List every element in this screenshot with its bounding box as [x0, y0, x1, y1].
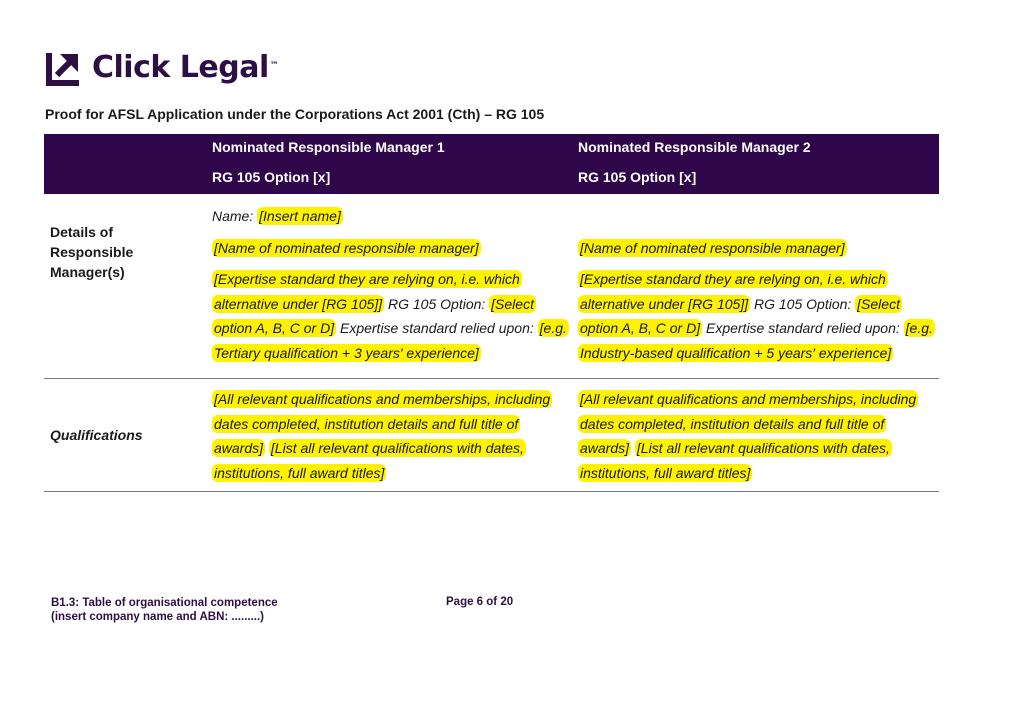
footer-company-prompt: (insert company name and ABN: .........): [51, 611, 264, 623]
expertise-prompt[interactable]: [Expertise standard they are relying on, i.e. which alternative under [RG 105]]: [580, 271, 886, 312]
arrow-up-right-box-icon: [46, 50, 82, 86]
expertise-placeholder[interactable]: [e.g. Industry-based qualification + 5 years' experience]: [580, 320, 933, 361]
manager-1-details: Name: [Insert name] [Name of nominated responsible manager] [Expertise standard they are relying on, i.e. which alternative under [RG 105]] RG 105 Option: [Select option A, B, C or D] Expertise standard relied upon: [e.g. Tertiary qualification + 3 years' experience]: [204, 194, 570, 379]
option-placeholder[interactable]: [Select option A, B, C or D]: [214, 295, 534, 336]
qualifications-placeholder[interactable]: [All relevant qualifications and memberships, including dates completed, institution details and full title of awards]: [580, 391, 917, 456]
expertise-prompt[interactable]: [Expertise standard they are relying on, i.e. which alternative under [RG 105]]: [214, 271, 520, 312]
header-empty-cell: [44, 134, 204, 194]
click-legal-logo: [46, 49, 278, 87]
brand-name: Click Legal™: [92, 50, 279, 85]
qualifications-list-placeholder[interactable]: [List all relevant qualifications with dates, institutions, full award titles]: [580, 440, 890, 481]
row-label-details: Details of Responsible Manager(s): [44, 194, 204, 379]
expertise-placeholder[interactable]: [e.g. Tertiary qualification + 3 years' experience]: [214, 320, 567, 361]
qualifications-placeholder[interactable]: [All relevant qualifications and memberships, including dates completed, institution details and full title of awards]: [214, 391, 551, 456]
manager-1-qualifications: [204, 379, 570, 492]
footer-section-title: B1.3: Table of organisational competence: [51, 597, 278, 609]
table-header-row: [44, 134, 939, 194]
document-title: Proof for AFSL Application under the Corporations Act 2001 (Cth) – RG 105: [45, 106, 545, 122]
nominated-name-placeholder[interactable]: [Name of nominated responsible manager]: [214, 239, 479, 256]
header-manager-2: Nominated Responsible Manager 2 RG 105 Option [x]: [570, 134, 939, 194]
manager-2-qualifications: [570, 379, 939, 492]
row-label-qualifications: Qualifications: [44, 379, 204, 492]
qualifications-list-placeholder[interactable]: [List all relevant qualifications with dates, institutions, full award titles]: [214, 440, 524, 481]
nominated-name-placeholder[interactable]: [Name of nominated responsible manager]: [580, 239, 845, 256]
table-row-qualifications: [44, 379, 939, 492]
manager-2-details: [Name of nominated responsible manager] [Expertise standard they are relying on, i.e. which alternative under [RG 105]] RG 105 Option: [Select option A, B, C or D] Expertise standard relied upon: [e.g. Industry-based qualification + 5 years' experience]: [570, 194, 939, 379]
table-row-details: [44, 194, 939, 379]
footer-section: [51, 596, 278, 624]
page-number: Page 6 of 20: [446, 596, 514, 608]
competence-table: [44, 134, 939, 492]
header-manager-1: Nominated Responsible Manager 1 RG 105 Option [x]: [204, 134, 570, 194]
option-placeholder[interactable]: [Select option A, B, C or D]: [580, 295, 900, 336]
name-placeholder[interactable]: [Insert name]: [259, 208, 341, 224]
